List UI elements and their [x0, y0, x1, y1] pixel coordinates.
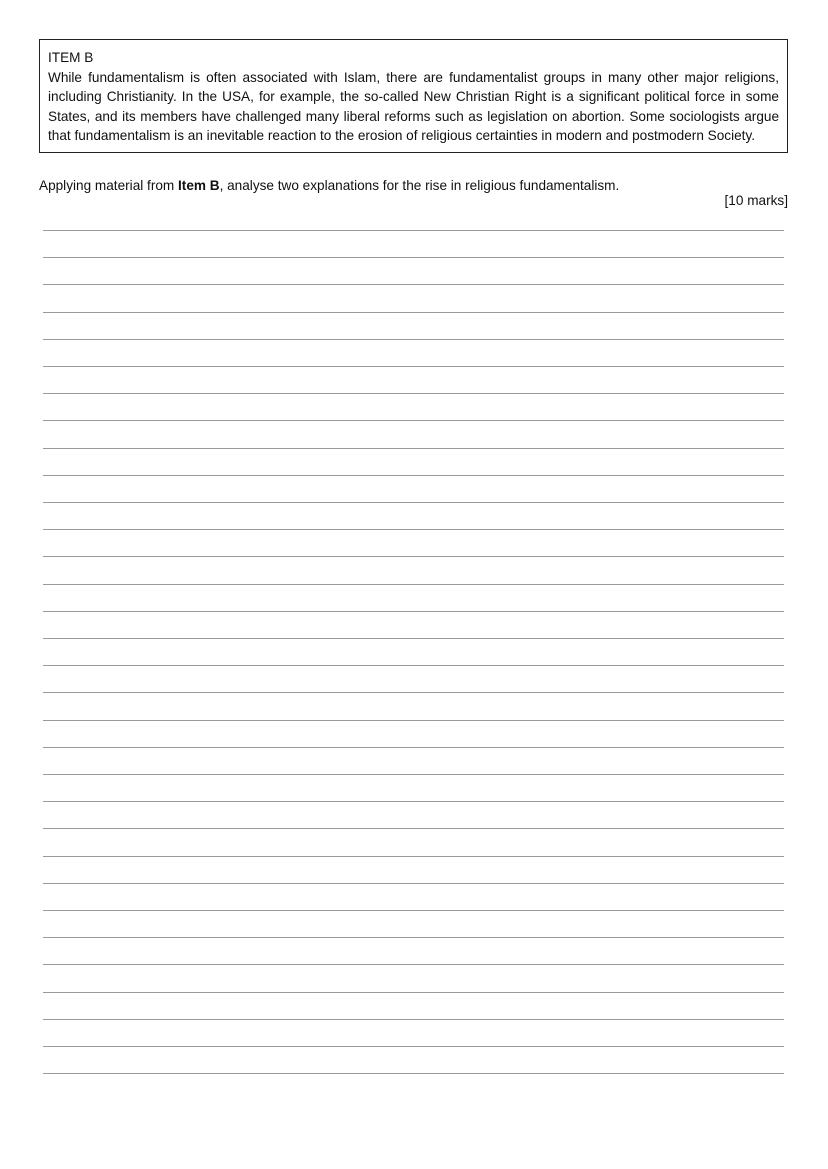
- answer-line: [43, 937, 784, 938]
- answer-line: [43, 692, 784, 693]
- answer-line: [43, 502, 784, 503]
- answer-line: [43, 257, 784, 258]
- answer-lines: [43, 0, 784, 1169]
- marks-label: [10 marks]: [724, 193, 788, 208]
- answer-line: [43, 393, 784, 394]
- answer-line: [43, 801, 784, 802]
- answer-line: [43, 284, 784, 285]
- answer-line: [43, 720, 784, 721]
- answer-line: [43, 964, 784, 965]
- answer-line: [43, 529, 784, 530]
- answer-line: [43, 774, 784, 775]
- question-suffix: , analyse two explanations for the rise in religious fundamentalism.: [219, 178, 620, 193]
- answer-line: [43, 584, 784, 585]
- answer-line: [43, 828, 784, 829]
- answer-line: [43, 230, 784, 231]
- answer-line: [43, 883, 784, 884]
- item-title: ITEM B: [48, 50, 94, 65]
- answer-line: [43, 1046, 784, 1047]
- item-text: While fundamentalism is often associated with Islam, there are fundamentalist groups in many other major religions, including Christianity. In the USA, for example, the so-called New Christian Right is a significant political force in some States, and its members have challenged many liberal reforms such as legislation on abortion. Some sociologists argue that fundamentalism is an inevitable reaction to the erosion of religious certainties in modern and postmodern Society.: [48, 69, 779, 143]
- answer-line: [43, 448, 784, 449]
- answer-line: [43, 366, 784, 367]
- answer-line: [43, 665, 784, 666]
- answer-line: [43, 420, 784, 421]
- answer-line: [43, 910, 784, 911]
- answer-line: [43, 638, 784, 639]
- answer-line: [43, 856, 784, 857]
- answer-line: [43, 556, 784, 557]
- answer-line: [43, 475, 784, 476]
- answer-line: [43, 611, 784, 612]
- answer-line: [43, 1019, 784, 1020]
- answer-line: [43, 747, 784, 748]
- answer-line: [43, 312, 784, 313]
- question-prefix: Applying material from: [39, 178, 179, 193]
- question-item-reference: Item B: [178, 178, 220, 193]
- answer-line: [43, 992, 784, 993]
- answer-line: [43, 1073, 784, 1074]
- answer-line: [43, 339, 784, 340]
